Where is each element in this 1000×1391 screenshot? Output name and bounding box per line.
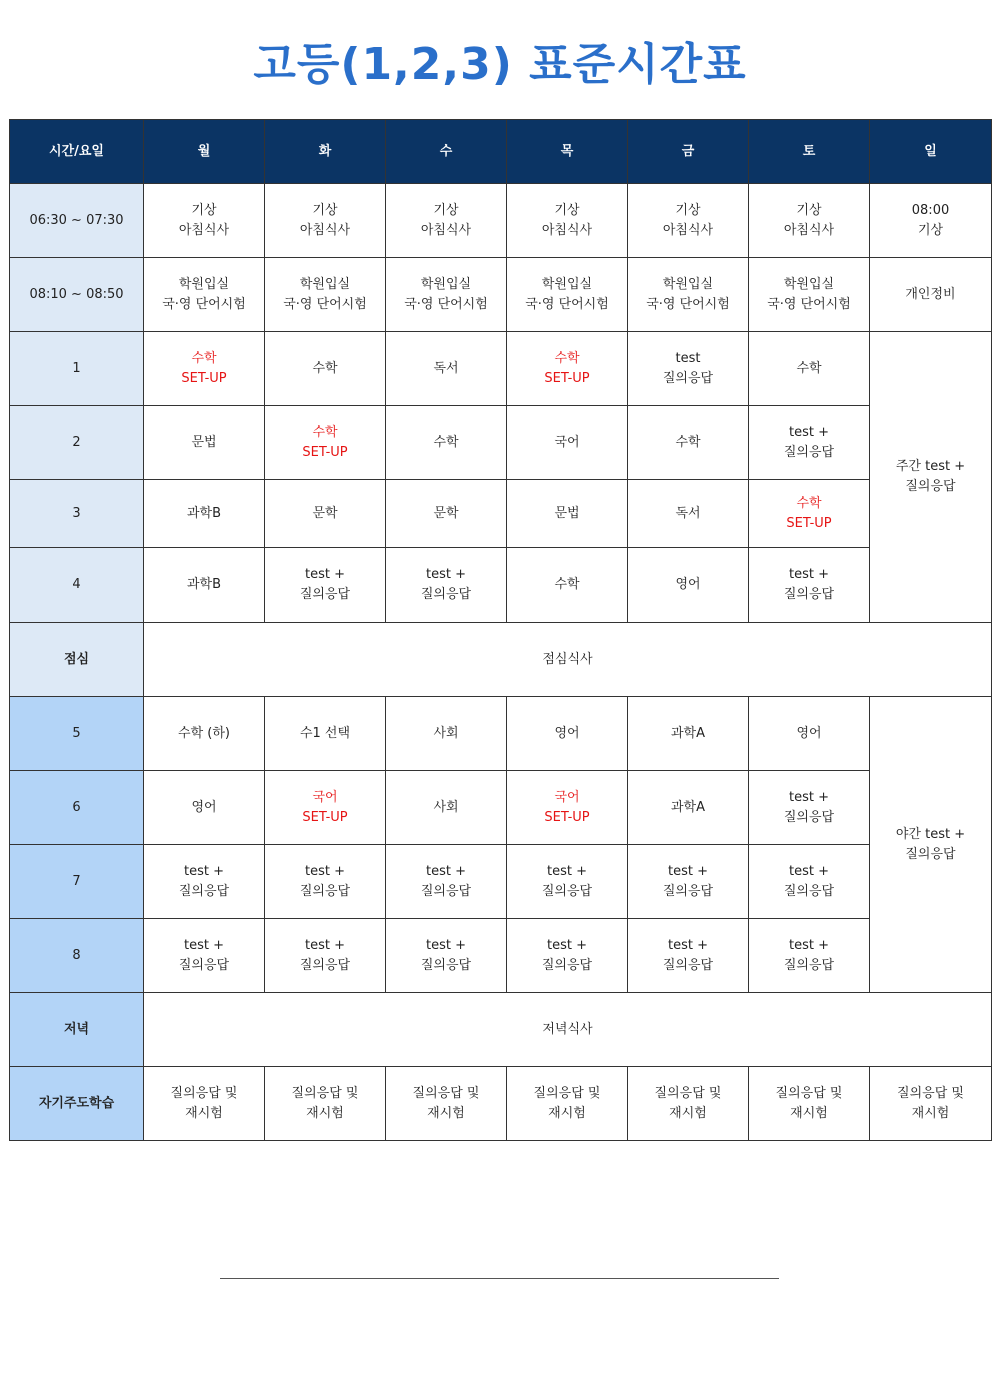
cell-text: 수학 [312,360,338,376]
schedule-cell [144,697,265,771]
schedule-cell [144,184,265,258]
cell-text: 질의응답 [905,479,956,494]
cell-text: 수학 [675,434,701,450]
cell-text: 과학B [186,505,222,521]
schedule-cell [749,184,870,258]
cell-text: 영어 [554,725,580,741]
cell-text: 영어 [796,725,822,741]
schedule-cell [265,480,386,548]
schedule-cell [628,184,749,258]
schedule-cell [265,1067,386,1141]
cell-text: 질의응답 [178,957,230,973]
cell-text: test + [668,863,708,879]
schedule-cell [265,697,386,771]
schedule-cell [386,697,507,771]
cell-text: 질의응답 [783,444,835,460]
cell-text: 기상 [312,202,338,218]
schedule-cell [628,1067,749,1141]
schedule-cell [507,480,628,548]
cell-text: 질의응답 [541,883,593,899]
row-label: 저녁 [10,993,144,1067]
cell-text: 질의응답 [783,809,835,825]
schedule-cell [749,548,870,623]
schedule-cell [265,919,386,993]
cell-text: 아침식사 [541,222,593,238]
schedule-cell [507,771,628,845]
cell-text: 국·영 단어시험 [404,296,488,312]
schedule-cell [386,480,507,548]
table-row [10,845,992,919]
schedule-cell [507,548,628,623]
schedule-cell [870,1067,992,1141]
cell-text: 재시험 [306,1105,344,1121]
cell-text: 국·영 단어시험 [525,296,609,312]
row-label: 자기주도학습 [10,1067,144,1141]
schedule-cell [628,845,749,919]
schedule-cell [507,845,628,919]
schedule-cell [749,919,870,993]
schedule-cell [628,480,749,548]
cell-text: 학원입실 [541,276,593,292]
cell-text: test + [184,863,224,879]
cell-text: 국어 [312,789,338,805]
table-row [10,184,992,258]
schedule-cell [144,480,265,548]
cell-text: 질의응답 [783,587,835,602]
cell-text: 질의응답 [299,957,351,973]
cell-text: 아침식사 [783,222,835,238]
lunch-row [10,623,992,697]
schedule-cell [144,548,265,623]
schedule-cell [628,406,749,480]
cell-text: test + [789,789,829,805]
cell-text: 질의응답 [783,883,835,899]
cell-text: 기상 [433,202,459,218]
cell-text: 영어 [675,577,701,592]
table-row [10,480,992,548]
row-label: 06:30 ~ 07:30 [10,184,144,258]
cell-text: 08:00 [911,202,950,218]
cell-text: 문학 [312,505,338,521]
schedule-cell [386,332,507,406]
schedule-cell [265,771,386,845]
cell-text: test + [426,937,466,953]
table-row [10,771,992,845]
cell-text: test + [305,567,345,582]
cell-text: 영어 [191,799,217,815]
schedule-cell [870,184,992,258]
cell-text: 질의응답 [541,957,593,973]
header-cell: 시간/요일 [10,120,144,184]
cell-text: 수학 [796,360,822,376]
cell-text: 과학A [670,799,705,815]
cell-text: 아침식사 [178,222,230,238]
schedule-cell [386,184,507,258]
cell-text: 국·영 단어시험 [767,296,851,312]
row-label: 8 [10,919,144,993]
cell-text: 재시험 [911,1105,950,1121]
cell-text: 문학 [433,505,459,521]
cell-text: 질의응답 [420,587,472,602]
header-cell: 일 [870,120,992,184]
cell-text: 기상 [191,202,217,218]
cell-text: SET-UP [302,444,348,460]
schedule-cell [265,548,386,623]
sunday-cell [870,697,992,993]
cell-text: 기상 [917,222,944,238]
cell-text: 사회 [433,799,459,815]
cell-text: 아침식사 [420,222,472,238]
cell-text: 수학 [796,495,822,511]
schedule-cell [386,406,507,480]
schedule-cell [386,771,507,845]
cell-text: 독서 [433,360,459,376]
table-row [10,1067,992,1141]
schedule-cell [628,919,749,993]
schedule-cell [386,1067,507,1141]
cell-text: test + [184,937,224,953]
schedule-cell [144,771,265,845]
cell-text: 수학 [191,350,217,366]
sunday-cell [870,332,992,623]
cell-text: 학원입실 [420,276,472,292]
schedule-cell [144,845,265,919]
page-title: 고등(1,2,3) 표준시간표 [253,39,747,90]
row-label: 3 [10,480,144,548]
row-label: 2 [10,406,144,480]
cell-text: test + [668,937,708,953]
cell-text: 개인정비 [905,286,956,302]
schedule-cell [507,697,628,771]
row-label: 08:10 ~ 08:50 [10,258,144,332]
row-label: 5 [10,697,144,771]
table-row [10,548,992,623]
schedule-cell [507,406,628,480]
cell-text: SET-UP [181,370,227,386]
schedule-cell [749,480,870,548]
schedule-cell [870,258,992,332]
cell-text: 질의응답 [299,883,351,899]
schedule-cell [265,406,386,480]
schedule-cell [144,919,265,993]
cell-text: test + [789,567,829,582]
cell-text: 질의응답 [783,957,835,973]
schedule-cell [386,258,507,332]
cell-text: 수학 [554,350,580,366]
dinner-cell: 저녁식사 [144,993,992,1067]
cell-text: 수학 [554,577,580,592]
schedule-cell [749,845,870,919]
cell-text: 독서 [675,505,701,521]
cell-text: 재시험 [185,1105,223,1121]
cell-text: 질의응답 및 [533,1085,601,1101]
schedule-cell [144,406,265,480]
table-row [10,697,992,771]
row-label: 1 [10,332,144,406]
table-row [10,332,992,406]
cell-text: 재시험 [669,1105,707,1121]
cell-text: 학원입실 [783,276,835,292]
schedule-cell [144,1067,265,1141]
schedule-cell [749,258,870,332]
cell-text: 학원입실 [299,276,351,292]
header-cell: 월 [144,120,265,184]
cell-text: 재시험 [790,1105,828,1121]
cell-text: 사회 [433,725,459,741]
schedule-cell [507,1067,628,1141]
cell-text: 수학 [433,434,459,450]
cell-text: 질의응답 [178,883,230,899]
cell-text: 아침식사 [662,222,714,238]
cell-text: test + [305,937,345,953]
cell-text: 질의응답 [299,587,351,602]
schedule-cell [144,332,265,406]
cell-text: 학원입실 [662,276,714,292]
schedule-cell [749,771,870,845]
schedule-cell [749,406,870,480]
cell-text: SET-UP [302,809,348,825]
schedule-cell [749,332,870,406]
schedule-cell [144,258,265,332]
cell-text: test + [547,863,587,879]
cell-text: 질의응답 [905,846,956,862]
schedule-cell [749,697,870,771]
cell-text: 질의응답 [420,957,472,973]
cell-text: 수1 선택 [299,725,351,741]
cell-text: test + [305,863,345,879]
cell-text: 질의응답 및 [291,1085,359,1101]
cell-text: 질의응답 및 [412,1085,480,1101]
cell-text: 학원입실 [178,276,230,292]
cell-text: 과학B [186,577,222,592]
cell-text: 기상 [554,202,580,218]
cell-text: 야간 test + [895,826,966,842]
cell-text: test + [789,937,829,953]
cell-text: test + [426,567,466,582]
schedule-cell [507,919,628,993]
cell-text: 질의응답 [662,370,714,386]
lunch-cell: 점심식사 [144,623,992,697]
schedule-cell [749,1067,870,1141]
schedule-cell [507,332,628,406]
cell-text: 국어 [554,789,580,805]
header-cell: 목 [507,120,628,184]
schedule-cell [628,697,749,771]
cell-text: test + [789,863,829,879]
cell-text: 국·영 단어시험 [646,296,730,312]
cell-text: 질의응답 [662,883,714,899]
cell-text: 주간 test + [895,459,966,474]
schedule-cell [628,771,749,845]
cell-text: 기상 [796,202,822,218]
row-label: 7 [10,845,144,919]
cell-text: 아침식사 [299,222,351,238]
row-label: 점심 [10,623,144,697]
divider-line [220,1278,779,1279]
cell-text: 질의응답 및 [654,1085,722,1101]
cell-text: 수학 [312,424,338,440]
row-label: 4 [10,548,144,623]
schedule-cell [386,845,507,919]
cell-text: test [675,350,701,366]
schedule-cell [507,258,628,332]
cell-text: test + [426,863,466,879]
cell-text: 기상 [675,202,701,218]
cell-text: 재시험 [548,1105,586,1121]
header-row [10,120,992,184]
schedule-cell [386,548,507,623]
schedule-cell [265,258,386,332]
cell-text: 질의응답 및 [897,1085,964,1101]
cell-text: SET-UP [544,809,590,825]
cell-text: test + [789,424,829,440]
schedule-cell [265,184,386,258]
timetable [9,119,992,1141]
schedule-cell [265,845,386,919]
table-row [10,258,992,332]
cell-text: 질의응답 및 [170,1085,238,1101]
cell-text: 국어 [554,434,580,450]
cell-text: 국·영 단어시험 [162,296,246,312]
cell-text: 수학 (하) [178,725,230,741]
schedule-cell [507,184,628,258]
cell-text: 문법 [554,505,580,521]
cell-text: 과학A [670,725,705,741]
schedule-cell [628,258,749,332]
cell-text: 국·영 단어시험 [283,296,367,312]
header-cell: 화 [265,120,386,184]
schedule-cell [628,548,749,623]
cell-text: 질의응답 [662,957,714,973]
header-cell: 금 [628,120,749,184]
cell-text: 재시험 [427,1105,465,1121]
table-row [10,406,992,480]
schedule-cell [386,919,507,993]
schedule-cell [265,332,386,406]
schedule-cell [628,332,749,406]
cell-text: SET-UP [544,370,590,386]
table-row [10,919,992,993]
header-cell: 수 [386,120,507,184]
cell-text: 문법 [191,434,217,450]
row-label: 6 [10,771,144,845]
dinner-row [10,993,992,1067]
header-cell: 토 [749,120,870,184]
cell-text: test + [547,937,587,953]
cell-text: 질의응답 [420,883,472,899]
cell-text: 질의응답 및 [775,1085,843,1101]
cell-text: SET-UP [786,515,832,531]
